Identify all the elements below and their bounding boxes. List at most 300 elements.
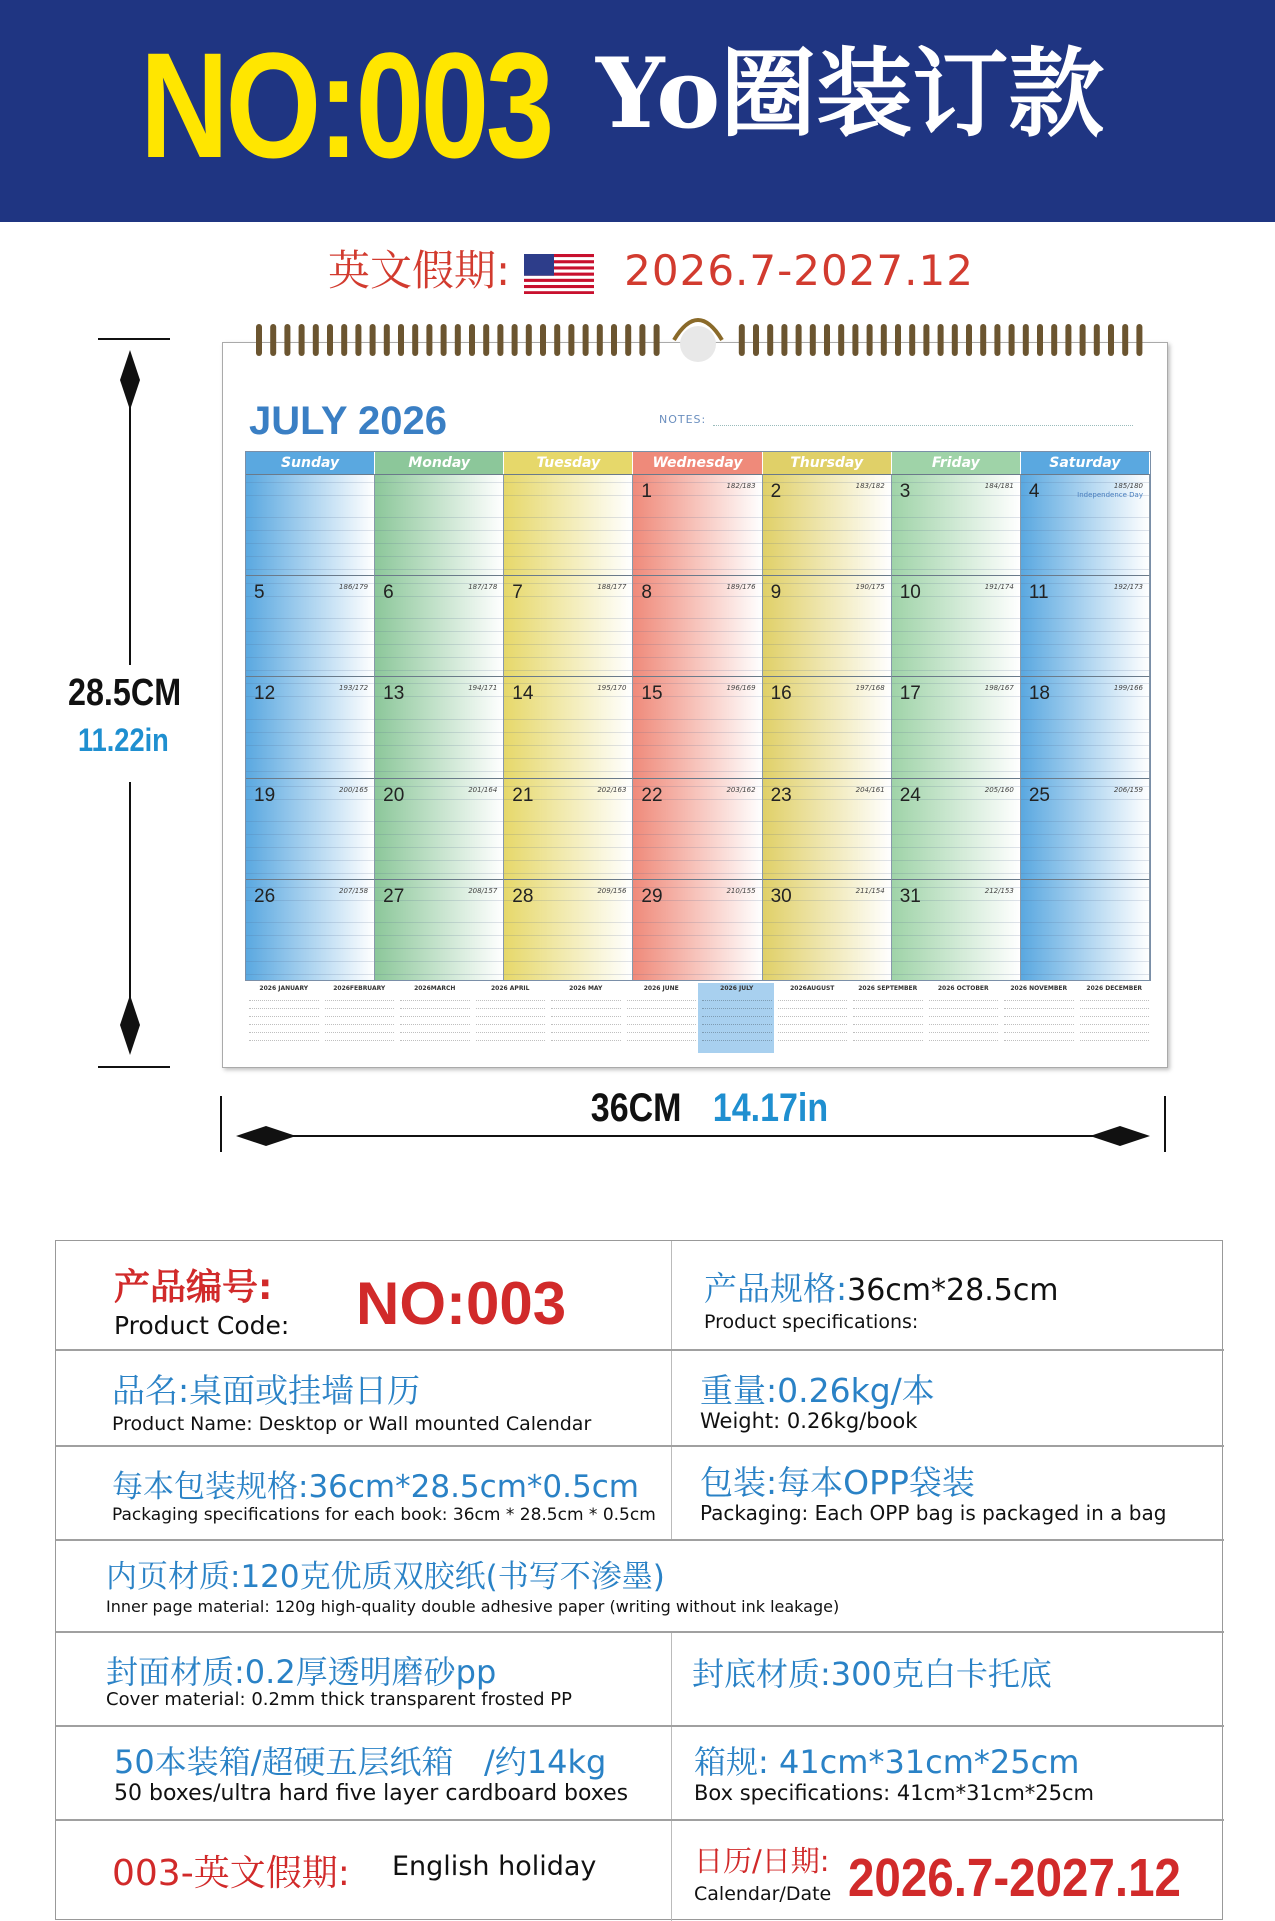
mini-month-row xyxy=(1080,1026,1150,1033)
spiral-ring xyxy=(1065,324,1071,356)
spiral-ring xyxy=(469,324,475,356)
mini-month-row xyxy=(400,1002,470,1009)
day-cell xyxy=(375,575,504,676)
weekday-header: Saturday xyxy=(1021,452,1150,474)
product-name-cell xyxy=(56,1351,672,1445)
spiral-ring xyxy=(611,324,617,356)
mini-month-row xyxy=(853,1034,923,1041)
day-of-year: 200/165 xyxy=(339,785,369,794)
mini-month-row xyxy=(702,1034,772,1041)
day-of-year: 193/172 xyxy=(339,684,369,693)
mini-month-row xyxy=(400,1026,470,1033)
spec-row-paper xyxy=(56,1541,1224,1633)
day-number: 5 xyxy=(254,582,265,604)
mini-month-row xyxy=(778,1010,848,1017)
day-cell xyxy=(504,676,633,777)
mini-month-row xyxy=(249,1010,319,1017)
mini-month-row xyxy=(551,1018,621,1025)
mini-month-row xyxy=(249,1002,319,1009)
spiral-ring xyxy=(895,324,901,356)
mini-month-title: 2026 SEPTEMBER xyxy=(858,985,918,992)
spiral-ring xyxy=(512,324,518,356)
day-number: 3 xyxy=(899,481,911,502)
mini-month-row xyxy=(249,1034,319,1041)
day-cell xyxy=(1021,676,1150,777)
day-cell xyxy=(504,474,633,575)
spiral-ring xyxy=(966,324,972,356)
spec-row-carton xyxy=(56,1727,1224,1821)
spec-row-cover xyxy=(56,1633,1224,1727)
mini-month-title: 2026 JANUARY xyxy=(259,985,309,992)
day-cell xyxy=(504,879,633,980)
spiral-ring xyxy=(980,324,986,356)
mini-month-row xyxy=(325,994,395,1001)
day-of-year: 188/177 xyxy=(597,583,627,592)
day-number: 13 xyxy=(383,683,405,705)
mini-month-row xyxy=(853,994,923,1001)
day-number: 1 xyxy=(641,481,652,502)
mini-month-row xyxy=(778,1034,848,1041)
mini-month xyxy=(396,983,472,1053)
carton-en: 50 boxes/ultra hard five layer cardboard boxes xyxy=(114,1781,629,1806)
day-cell xyxy=(1021,879,1150,980)
day-number: 17 xyxy=(899,683,921,705)
height-arrow-bottom-icon xyxy=(118,985,142,1055)
mini-month-row xyxy=(627,1034,697,1041)
day-number: 20 xyxy=(383,784,405,806)
day-of-year: 189/176 xyxy=(726,583,756,592)
spiral-ring xyxy=(1023,324,1029,356)
product-code-cn: 产品编号: xyxy=(114,1267,273,1308)
mini-month-row xyxy=(627,994,697,1001)
holiday-cell xyxy=(56,1821,672,1921)
spiral-ring xyxy=(824,324,830,356)
day-cell xyxy=(375,778,504,879)
day-number: 10 xyxy=(899,582,921,604)
product-spec-cell xyxy=(672,1241,1224,1349)
width-arrow-right-icon xyxy=(1080,1124,1150,1148)
mini-month-title: 2026MARCH xyxy=(414,985,456,992)
mini-month-row xyxy=(702,994,772,1001)
spiral-ring xyxy=(284,324,290,356)
mini-month-row xyxy=(1080,1010,1150,1017)
mini-month-row xyxy=(476,1002,546,1009)
weekday-header: Monday xyxy=(375,452,504,474)
day-number: 6 xyxy=(383,582,394,604)
day-of-year: 207/158 xyxy=(339,886,369,895)
product-spec-cn xyxy=(704,1263,1059,1310)
mini-month-row xyxy=(929,1002,999,1009)
mini-month-row xyxy=(551,1010,621,1017)
mini-month xyxy=(925,983,1001,1053)
holiday-range: 2026.7-2027.12 xyxy=(624,246,974,295)
height-arrow-top-icon xyxy=(118,350,142,420)
height-line-upper xyxy=(129,415,131,665)
spiral-ring xyxy=(313,324,319,356)
spiral-ring xyxy=(739,324,745,356)
mini-month-row xyxy=(702,1018,772,1025)
spec-row-packaging xyxy=(56,1447,1224,1541)
spiral-ring xyxy=(426,324,432,356)
day-cell xyxy=(763,778,892,879)
cover-cell xyxy=(56,1633,672,1725)
day-of-year: 212/153 xyxy=(984,886,1014,895)
day-cell xyxy=(892,879,1021,980)
day-of-year: 198/167 xyxy=(984,684,1014,693)
spiral-ring xyxy=(1108,324,1114,356)
spiral-ring xyxy=(781,324,787,356)
spiral-ring xyxy=(1037,324,1043,356)
mini-month-title: 2026 NOVEMBER xyxy=(1010,985,1068,992)
header-banner xyxy=(0,0,1275,222)
mini-month-row xyxy=(702,1010,772,1017)
day-of-year: 211/154 xyxy=(855,886,885,895)
day-number: 15 xyxy=(641,683,663,705)
spiral-ring xyxy=(952,324,958,356)
holiday-cn: 003-英文假期: xyxy=(112,1853,350,1894)
spiral-ring xyxy=(540,324,546,356)
mini-month xyxy=(623,983,699,1053)
weight-cn: 重量:0.26kg/本 xyxy=(700,1371,935,1410)
day-cell xyxy=(375,879,504,980)
box-spec-en: Box specifications: 41cm*31cm*25cm xyxy=(694,1781,1095,1805)
spiral-ring xyxy=(639,324,645,356)
day-of-year: 210/155 xyxy=(726,886,756,895)
mini-month-row xyxy=(929,1010,999,1017)
pack-spec-cn: 每本包装规格:36cm*28.5cm*0.5cm xyxy=(112,1469,639,1505)
spiral-ring xyxy=(441,324,447,356)
bag-en: Packaging: Each OPP bag is packaged in a bag xyxy=(700,1501,1167,1525)
height-cm-label: 28.5CM xyxy=(68,672,182,714)
mini-month-strip xyxy=(245,983,1151,1053)
spiral-ring xyxy=(852,324,858,356)
day-number: 26 xyxy=(254,885,276,907)
height-in-label: 11.22in xyxy=(78,722,169,758)
box-spec-cn: 箱规: 41cm*31cm*25cm xyxy=(694,1743,1080,1781)
width-arrow-left-icon xyxy=(236,1124,306,1148)
day-of-year: 191/174 xyxy=(984,583,1014,592)
pack-spec-en: Packaging specifications for each book: 36cm * 28.5cm * 0.5cm xyxy=(112,1505,656,1525)
mini-month-row xyxy=(778,1002,848,1009)
day-of-year: 199/166 xyxy=(1113,684,1143,693)
mini-month-row xyxy=(476,1010,546,1017)
mini-month-row xyxy=(1004,1026,1074,1033)
spiral-ring xyxy=(881,324,887,356)
mini-month xyxy=(849,983,925,1053)
product-spec-value: 36cm*28.5cm xyxy=(847,1273,1059,1308)
mini-month-title: 2026 JUNE xyxy=(643,985,679,992)
day-of-year: 184/181 xyxy=(984,482,1014,490)
day-cell xyxy=(633,676,762,777)
spiral-ring xyxy=(384,324,390,356)
spiral-ring xyxy=(341,324,347,356)
mini-month-row xyxy=(551,994,621,1001)
day-cell xyxy=(246,474,375,575)
height-line-lower xyxy=(129,782,131,992)
mini-month-title: 2026 OCTOBER xyxy=(937,985,989,992)
day-cell xyxy=(633,778,762,879)
cover-en: Cover material: 0.2mm thick transparent frosted PP xyxy=(106,1689,572,1710)
spiral-ring xyxy=(497,324,503,356)
day-cell xyxy=(246,879,375,980)
day-of-year: 190/175 xyxy=(855,583,885,592)
day-of-year: 195/170 xyxy=(597,684,627,693)
spiral-ring xyxy=(256,324,262,356)
mini-month-title: 2026 MAY xyxy=(569,985,603,992)
day-of-year: 186/179 xyxy=(339,583,369,592)
width-line xyxy=(300,1135,1088,1137)
height-top-tick xyxy=(98,338,170,340)
holiday-note: Independence Day xyxy=(1077,491,1143,499)
product-name-cn: 品名:桌面或挂墙日历 xyxy=(112,1371,421,1410)
day-number: 12 xyxy=(254,683,276,705)
day-number: 4 xyxy=(1028,481,1040,502)
hanging-hook-icon xyxy=(670,306,726,364)
mini-month-row xyxy=(551,1026,621,1033)
spiral-ring xyxy=(370,324,376,356)
weekday-header: Tuesday xyxy=(504,452,633,474)
day-number: 18 xyxy=(1028,683,1050,705)
day-cell xyxy=(246,778,375,879)
mini-month xyxy=(1000,983,1076,1053)
mini-month-title: 2026 JULY xyxy=(720,985,754,992)
spiral-ring xyxy=(355,324,361,356)
mini-month-row xyxy=(853,1026,923,1033)
spiral-ring xyxy=(1122,324,1128,356)
mini-month-row xyxy=(1004,1018,1074,1025)
spiral-ring xyxy=(568,324,574,356)
day-cell xyxy=(892,474,1021,575)
carton-cn: 50本装箱/超硬五层纸箱 /约14kg xyxy=(114,1743,607,1781)
spiral-ring xyxy=(923,324,929,356)
day-cell xyxy=(763,879,892,980)
spec-row-name xyxy=(56,1351,1224,1447)
calendar-grid xyxy=(245,451,1151,981)
mini-month-row xyxy=(1004,1034,1074,1041)
us-flag-icon xyxy=(524,254,594,294)
product-spec-en: Product specifications: xyxy=(704,1311,919,1333)
mini-month-row xyxy=(400,1010,470,1017)
spiral-ring xyxy=(1136,324,1142,356)
product-code-title: NO:003 xyxy=(140,21,552,189)
day-of-year: 185/180 xyxy=(1113,482,1143,490)
mini-month-row xyxy=(627,1002,697,1009)
back-cover-cn: 封底材质:300克白卡托底 xyxy=(692,1655,1052,1693)
product-code-en: Product Code: xyxy=(114,1311,290,1340)
day-of-year: 187/178 xyxy=(468,583,498,592)
spiral-ring xyxy=(455,324,461,356)
mini-month-row xyxy=(702,1002,772,1009)
day-number: 22 xyxy=(641,784,663,806)
day-number: 28 xyxy=(512,885,534,907)
back-cover-cell xyxy=(672,1633,1224,1725)
day-of-year: 204/161 xyxy=(855,785,885,794)
spiral-ring xyxy=(412,324,418,356)
day-cell xyxy=(763,676,892,777)
mini-month-row xyxy=(1004,1010,1074,1017)
day-cell xyxy=(246,676,375,777)
spec-row-code xyxy=(56,1241,1224,1351)
calendar-month-title: JULY 2026 xyxy=(249,399,447,443)
day-cell xyxy=(763,474,892,575)
mini-month-row xyxy=(702,1026,772,1033)
spiral-ring xyxy=(909,324,915,356)
day-of-year: 206/159 xyxy=(1113,785,1143,794)
mini-month-row xyxy=(476,1018,546,1025)
mini-month-row xyxy=(1080,994,1150,1001)
mini-month-title: 2026 APRIL xyxy=(490,985,530,992)
day-of-year: 196/169 xyxy=(726,684,756,693)
width-in-label: 14.17in xyxy=(706,1086,835,1131)
spiral-ring xyxy=(526,324,532,356)
day-number: 7 xyxy=(512,582,523,604)
mini-month-row xyxy=(1080,1002,1150,1009)
spiral-ring xyxy=(1051,324,1057,356)
calendar-page xyxy=(222,342,1168,1068)
day-number: 23 xyxy=(770,784,792,806)
product-spec-label: 产品规格: xyxy=(704,1269,848,1308)
mini-month-row xyxy=(325,1002,395,1009)
day-cell xyxy=(1021,778,1150,879)
mini-month-title: 2026 DECEMBER xyxy=(1086,985,1143,992)
mini-month-row xyxy=(400,1034,470,1041)
bag-cn: 包装:每本OPP袋装 xyxy=(700,1463,975,1502)
day-of-year: 202/163 xyxy=(597,785,627,794)
mini-month xyxy=(245,983,321,1053)
mini-month-row xyxy=(929,1026,999,1033)
mini-month-row xyxy=(778,1026,848,1033)
weekday-header: Thursday xyxy=(763,452,892,474)
day-number: 19 xyxy=(254,784,276,806)
mini-month-row xyxy=(400,994,470,1001)
mini-month-row xyxy=(1004,994,1074,1001)
mini-month-row xyxy=(476,1026,546,1033)
spiral-ring xyxy=(554,324,560,356)
day-number: 29 xyxy=(641,885,663,907)
spiral-ring xyxy=(810,324,816,356)
spiral-ring xyxy=(867,324,873,356)
day-of-year: 205/160 xyxy=(984,785,1014,794)
mini-month-row xyxy=(325,1010,395,1017)
spec-table xyxy=(55,1240,1223,1920)
spiral-ring xyxy=(597,324,603,356)
day-number: 21 xyxy=(512,784,534,806)
weekday-header: Friday xyxy=(892,452,1021,474)
holiday-en: English holiday xyxy=(392,1851,597,1882)
day-cell xyxy=(504,575,633,676)
mini-month-row xyxy=(778,1018,848,1025)
day-of-year: 209/156 xyxy=(597,886,627,895)
paper-en: Inner page material: 120g high-quality double adhesive paper (writing without ink leakage) xyxy=(106,1597,840,1616)
holiday-label: 英文假期: xyxy=(328,246,511,295)
day-number: 30 xyxy=(770,885,792,907)
product-code-cell xyxy=(56,1241,672,1349)
day-cell xyxy=(1021,575,1150,676)
product-name-en: Product Name: Desktop or Wall mounted Calendar xyxy=(112,1413,592,1435)
weight-cell xyxy=(672,1351,1224,1445)
spiral-ring xyxy=(838,324,844,356)
mini-month-row xyxy=(929,1018,999,1025)
day-number: 31 xyxy=(899,885,921,907)
mini-month-row xyxy=(1004,1002,1074,1009)
spiral-ring xyxy=(654,324,660,356)
day-number: 24 xyxy=(899,784,921,806)
mini-month-row xyxy=(325,1026,395,1033)
mini-month-row xyxy=(853,1010,923,1017)
height-bottom-tick xyxy=(98,1066,170,1068)
day-number: 11 xyxy=(1028,582,1049,604)
spiral-ring xyxy=(270,324,276,356)
calendar-date-en: Calendar/Date xyxy=(694,1883,832,1905)
mini-month-row xyxy=(627,1010,697,1017)
mini-month xyxy=(547,983,623,1053)
mini-month-row xyxy=(778,994,848,1001)
day-cell xyxy=(504,778,633,879)
mini-month xyxy=(1076,983,1152,1053)
paper-cn: 内页材质:120克优质双胶纸(书写不渗墨) xyxy=(106,1559,665,1595)
day-cell xyxy=(633,575,762,676)
day-number: 14 xyxy=(512,683,534,705)
spiral-ring xyxy=(483,324,489,356)
day-cell xyxy=(246,575,375,676)
weekday-header: Wednesday xyxy=(633,452,762,474)
mini-month-row xyxy=(1080,1034,1150,1041)
day-cell xyxy=(892,778,1021,879)
spiral-ring xyxy=(767,324,773,356)
mini-month-row xyxy=(627,1026,697,1033)
spiral-ring xyxy=(938,324,944,356)
day-of-year: 208/157 xyxy=(468,886,498,895)
day-cell xyxy=(763,575,892,676)
pack-spec-cell xyxy=(56,1447,672,1539)
day-cell xyxy=(1021,474,1150,575)
day-of-year: 182/183 xyxy=(726,482,756,490)
spiral-ring xyxy=(327,324,333,356)
mini-month-row xyxy=(476,994,546,1001)
mini-month xyxy=(321,983,397,1053)
spec-row-holiday xyxy=(56,1821,1224,1921)
day-of-year: 203/162 xyxy=(726,785,756,794)
spiral-ring xyxy=(583,324,589,356)
spiral-ring xyxy=(398,324,404,356)
mini-month-row xyxy=(853,1002,923,1009)
day-cell xyxy=(633,474,762,575)
mini-month-row xyxy=(551,1034,621,1041)
notes-line xyxy=(713,425,1133,426)
width-cm-label: 36CM xyxy=(584,1086,688,1131)
spiral-ring xyxy=(1080,324,1086,356)
day-cell xyxy=(375,676,504,777)
weight-en: Weight: 0.26kg/book xyxy=(700,1409,918,1433)
bag-cell xyxy=(672,1447,1224,1539)
day-of-year: 201/164 xyxy=(468,785,498,794)
product-name-title: Yo圈装订款 xyxy=(596,37,1105,150)
spiral-ring xyxy=(994,324,1000,356)
calendar-date-value: 2026.7-2027.12 xyxy=(848,1848,1181,1908)
mini-month xyxy=(774,983,850,1053)
calendar-date-cell xyxy=(672,1821,1224,1921)
weekday-header: Sunday xyxy=(246,452,375,474)
day-number: 2 xyxy=(770,481,782,502)
day-number: 16 xyxy=(770,683,792,705)
spiral-ring xyxy=(1094,324,1100,356)
day-number: 8 xyxy=(641,582,652,604)
spiral-ring xyxy=(299,324,305,356)
mini-month-title: 2026AUGUST xyxy=(790,985,835,992)
notes-label: NOTES: xyxy=(659,413,707,426)
mini-month-row xyxy=(929,994,999,1001)
day-of-year: 197/168 xyxy=(855,684,885,693)
